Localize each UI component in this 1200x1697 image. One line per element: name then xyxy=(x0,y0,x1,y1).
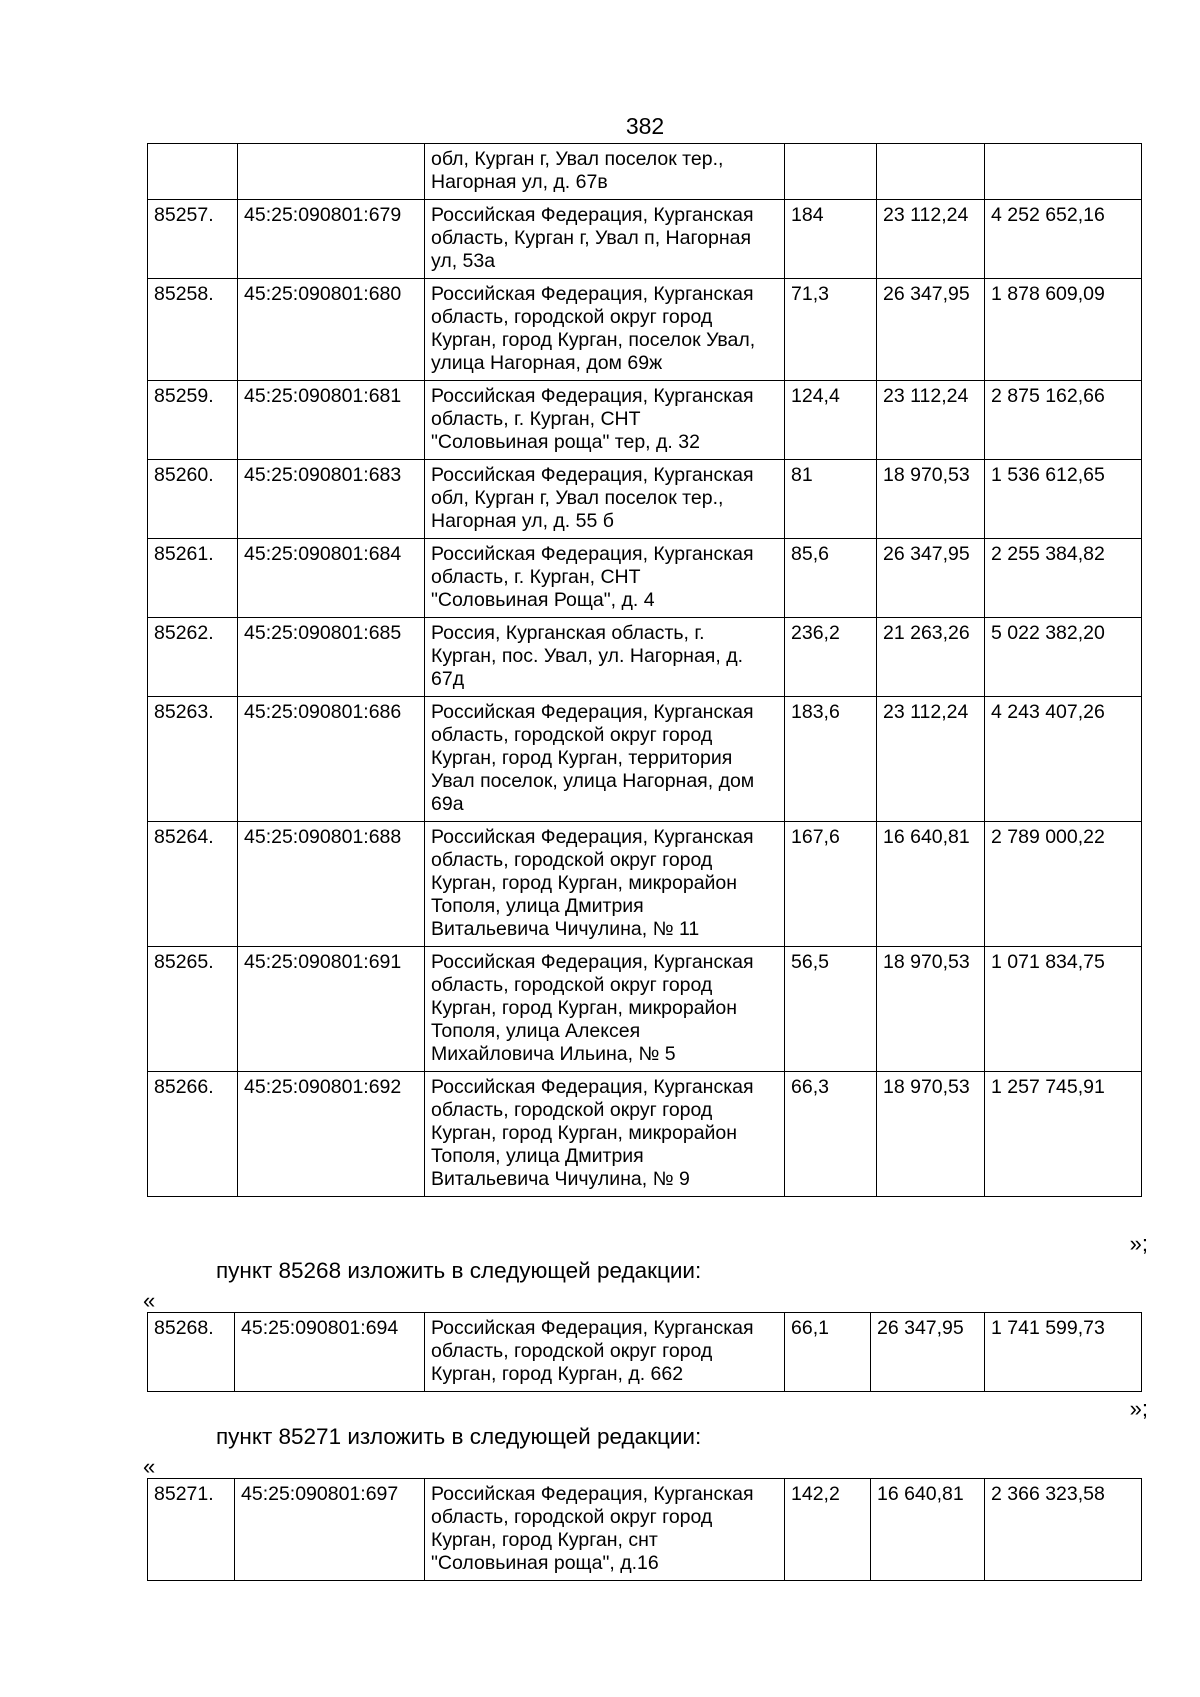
address: Российская Федерация, Курганская обл, Курган г, Увал поселок тер., Нагорная ул, д. 55 б xyxy=(425,460,785,539)
table-row xyxy=(148,539,1142,618)
cadastral-number: 45:25:090801:684 xyxy=(238,539,425,618)
area: 85,6 xyxy=(785,539,877,618)
area: 71,3 xyxy=(785,279,877,381)
address: Российская Федерация, Курганская область, г. Курган, СНТ "Соловьиная роща" тер, д. 32 xyxy=(425,381,785,460)
address: Российская Федерация, Курганская область, г. Курган, СНТ "Соловьиная Роща", д. 4 xyxy=(425,539,785,618)
address: Российская Федерация, Курганская область, городской округ город Курган, город Курган, микрорайон Тополя, улица Дмитрия Витальевича Чичулина, № 9 xyxy=(425,1072,785,1197)
cadastral-number: 45:25:090801:694 xyxy=(235,1313,425,1392)
address: Россия, Курганская область, г. Курган, пос. Увал, ул. Нагорная, д. 67д xyxy=(425,618,785,697)
row-number: 85268. xyxy=(148,1313,235,1392)
area: 183,6 xyxy=(785,697,877,822)
table-row xyxy=(148,144,1142,200)
cadastral-value: 2 255 384,82 xyxy=(985,539,1142,618)
cadastral-value: 5 022 382,20 xyxy=(985,618,1142,697)
cadastral-number: 45:25:090801:681 xyxy=(238,381,425,460)
cadastral-number: 45:25:090801:697 xyxy=(235,1479,425,1581)
area: 81 xyxy=(785,460,877,539)
area: 184 xyxy=(785,200,877,279)
price-per-unit: 23 112,24 xyxy=(877,697,985,822)
row-number: 85258. xyxy=(148,279,238,381)
price-per-unit: 18 970,53 xyxy=(877,1072,985,1197)
main-table xyxy=(147,143,1142,1197)
cadastral-value: 1 878 609,09 xyxy=(985,279,1142,381)
price-per-unit: 16 640,81 xyxy=(871,1479,985,1581)
cadastral-value: 1 071 834,75 xyxy=(985,947,1142,1072)
area xyxy=(785,144,877,200)
area: 66,1 xyxy=(785,1313,871,1392)
cadastral-value xyxy=(985,144,1142,200)
address: Российская Федерация, Курганская область, городской округ город Курган, город Курган, снт "Соловьиная роща", д.16 xyxy=(425,1479,785,1581)
opening-quote: « xyxy=(143,1288,156,1313)
price-per-unit xyxy=(877,144,985,200)
cadastral-number: 45:25:090801:692 xyxy=(238,1072,425,1197)
table-row xyxy=(148,200,1142,279)
address: Российская Федерация, Курганская область, городской округ город Курган, город Курган, территория Увал поселок, улица Нагорная, дом 69а xyxy=(425,697,785,822)
cadastral-number: 45:25:090801:685 xyxy=(238,618,425,697)
table-row xyxy=(148,1479,1142,1581)
cadastral-value: 4 252 652,16 xyxy=(985,200,1142,279)
table-row xyxy=(148,618,1142,697)
address: Российская Федерация, Курганская область, городской округ город Курган, город Курган, д. 662 xyxy=(425,1313,785,1392)
price-per-unit: 26 347,95 xyxy=(871,1313,985,1392)
cadastral-number: 45:25:090801:686 xyxy=(238,697,425,822)
table-85271 xyxy=(147,1478,1142,1581)
address: Российская Федерация, Курганская область, городской округ город Курган, город Курган, микрорайон Тополя, улица Дмитрия Витальевича Чичулина, № 11 xyxy=(425,822,785,947)
closing-quote: »; xyxy=(1129,1231,1148,1256)
area: 56,5 xyxy=(785,947,877,1072)
price-per-unit: 26 347,95 xyxy=(877,279,985,381)
row-number: 85264. xyxy=(148,822,238,947)
row-number xyxy=(148,144,238,200)
row-number: 85261. xyxy=(148,539,238,618)
cadastral-value: 2 875 162,66 xyxy=(985,381,1142,460)
cadastral-number: 45:25:090801:679 xyxy=(238,200,425,279)
table-row xyxy=(148,279,1142,381)
table-row xyxy=(148,697,1142,822)
table-row xyxy=(148,822,1142,947)
row-number: 85259. xyxy=(148,381,238,460)
cadastral-value: 4 243 407,26 xyxy=(985,697,1142,822)
page-number: 382 xyxy=(625,113,665,139)
address: Российская Федерация, Курганская область, городской округ город Курган, город Курган, поселок Увал, улица Нагорная, дом 69ж xyxy=(425,279,785,381)
row-number: 85266. xyxy=(148,1072,238,1197)
row-number: 85257. xyxy=(148,200,238,279)
closing-quote: »; xyxy=(1129,1396,1148,1421)
area: 124,4 xyxy=(785,381,877,460)
row-number: 85271. xyxy=(148,1479,235,1581)
table-row xyxy=(148,947,1142,1072)
instruction-paragraph: пункт 85268 изложить в следующей редакции: xyxy=(216,1258,702,1283)
cadastral-number xyxy=(238,144,425,200)
opening-quote: « xyxy=(143,1454,156,1479)
cadastral-value: 1 536 612,65 xyxy=(985,460,1142,539)
cadastral-value: 1 257 745,91 xyxy=(985,1072,1142,1197)
cadastral-value: 1 741 599,73 xyxy=(985,1313,1142,1392)
area: 142,2 xyxy=(785,1479,871,1581)
area: 236,2 xyxy=(785,618,877,697)
cadastral-number: 45:25:090801:683 xyxy=(238,460,425,539)
table-row xyxy=(148,381,1142,460)
row-number: 85265. xyxy=(148,947,238,1072)
table-85268 xyxy=(147,1312,1142,1392)
price-per-unit: 23 112,24 xyxy=(877,200,985,279)
address: Российская Федерация, Курганская область, городской округ город Курган, город Курган, микрорайон Тополя, улица Алексея Михайловича Ильина, № 5 xyxy=(425,947,785,1072)
price-per-unit: 21 263,26 xyxy=(877,618,985,697)
table-row xyxy=(148,1313,1142,1392)
price-per-unit: 16 640,81 xyxy=(877,822,985,947)
row-number: 85260. xyxy=(148,460,238,539)
price-per-unit: 23 112,24 xyxy=(877,381,985,460)
cadastral-number: 45:25:090801:691 xyxy=(238,947,425,1072)
price-per-unit: 18 970,53 xyxy=(877,460,985,539)
table-row xyxy=(148,1072,1142,1197)
price-per-unit: 26 347,95 xyxy=(877,539,985,618)
price-per-unit: 18 970,53 xyxy=(877,947,985,1072)
area: 66,3 xyxy=(785,1072,877,1197)
address: обл, Курган г, Увал поселок тер., Нагорная ул, д. 67в xyxy=(425,144,785,200)
cadastral-number: 45:25:090801:688 xyxy=(238,822,425,947)
cadastral-number: 45:25:090801:680 xyxy=(238,279,425,381)
cadastral-value: 2 366 323,58 xyxy=(985,1479,1142,1581)
table-row xyxy=(148,460,1142,539)
cadastral-value: 2 789 000,22 xyxy=(985,822,1142,947)
address: Российская Федерация, Курганская область, Курган г, Увал п, Нагорная ул, 53а xyxy=(425,200,785,279)
area: 167,6 xyxy=(785,822,877,947)
instruction-paragraph: пункт 85271 изложить в следующей редакции: xyxy=(216,1424,702,1449)
row-number: 85263. xyxy=(148,697,238,822)
row-number: 85262. xyxy=(148,618,238,697)
